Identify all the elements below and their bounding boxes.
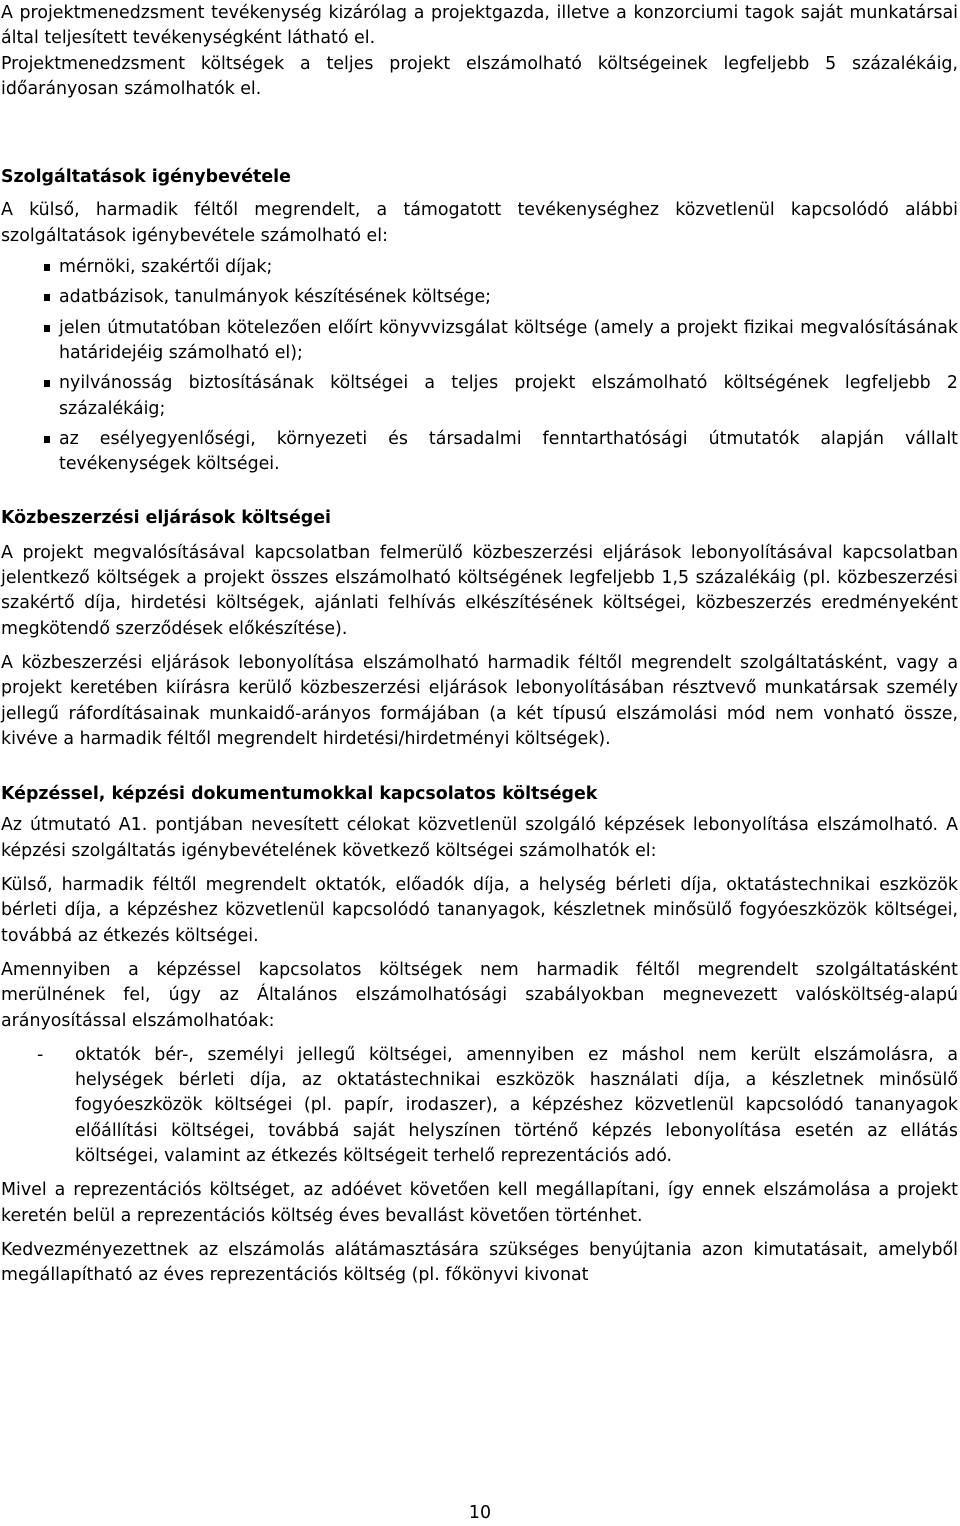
list-item: nyilvánosság biztosításának költségei a teljes projekt elszámolható költségének legfeljebb 2 százalékáig; bbox=[1, 371, 958, 422]
list-item bbox=[1, 1043, 958, 1169]
document-page bbox=[0, 1, 960, 1523]
intro-paragraph-2: Projektmenedzsment költségek a teljes projekt elszámolható költségeinek legfeljebb 5 százalékáig, időarányosan számolhatók el. bbox=[1, 53, 958, 99]
list-item: mérnöki, szakértői díjak; bbox=[1, 255, 958, 280]
kepzes-paragraph-4: Mivel a reprezentációs költséget, az adóévet követően kell megállapítani, így ennek elszámolása a projekt keretén belül a reprezentációs költség éves bevallást követően történhet. bbox=[1, 1180, 958, 1226]
page-number: 10 bbox=[468, 1503, 492, 1523]
heading-kozbeszerzes: Közbeszerzési eljárások költségei bbox=[1, 508, 331, 529]
heading-szolgaltatasok: Szolgáltatások igénybevétele bbox=[1, 167, 291, 188]
list-item-text: oktatók bér-, személyi jellegű költségei, amennyiben ez máshol nem került elszámolásra, a helységek bérleti díja, az oktatástechnikai eszközök használati díja, a készletnek minősülő fogyóeszközök költségei (pl. papír, irodaszer), a képzéshez közvetlenül kapcsolódó tananyagok előállítási költségei, továbbá saját helyszínen történő képzés lebonyolítása esetén az ellátás költségei, valamint az étkezés költségeit terhelő reprezentációs adó. bbox=[75, 1044, 958, 1166]
kepzes-paragraph-3: Amennyiben a képzéssel kapcsolatos költségek nem harmadik féltől megrendelt szolgáltatásként merülnének fel, úgy az Általános elszámolhatósági szabályokban megnevezett valósköltség-alapú arányosítással elszámolhatóak: bbox=[1, 959, 958, 1031]
list-item: adatbázisok, tanulmányok készítésének költsége; bbox=[1, 285, 958, 310]
kozbeszerzes-paragraph-1: A projekt megvalósításával kapcsolatban felmerülő közbeszerzési eljárások lebonyolításával kapcsolatban jelentkező költségek a projekt összes elszámolható költségének legfeljebb 1,5 százalékáig (pl. közbeszerzési szakértő díja, hirdetési költségek, ajánlati felhívás elkészítésének költségei, közbeszerzés eredményeként megkötendő szerződések előkészítése). bbox=[1, 542, 958, 639]
list-item: az esélyegyenlőségi, környezeti és társadalmi fenntarthatósági útmutatók alapján vállalt tevékenységek költségei. bbox=[1, 427, 958, 478]
intro-section bbox=[1, 1, 958, 102]
dash-marker: - bbox=[37, 1044, 44, 1065]
kepzes-paragraph-5: Kedvezményezettnek az elszámolás alátámasztására szükséges benyújtania azon kimutatásait, amelyből megállapítható az éves reprezentációs költség (pl. főkönyvi kivonat bbox=[1, 1239, 958, 1286]
szolgaltatasok-intro: A külső, harmadik féltől megrendelt, a támogatott tevékenységhez közvetlenül kapcsolódó alábbi szolgáltatások igénybevétele számolható el: bbox=[1, 200, 958, 246]
kozbeszerzes-paragraph-2: A közbeszerzési eljárások lebonyolítása elszámolható harmadik féltől megrendelt szolgáltatásként, vagy a projekt keretében kiírásra kerülő közbeszerzési eljárások lebonyolításában résztvevő munkatársak személy jellegű ráfordításainak munkaidő-arányos formájában (a két típusú elszámolási mód nem vonható össze, kivéve a harmadik féltől megrendelt hirdetési/hirdetményi költségek). bbox=[1, 652, 958, 749]
kepzes-dash-list bbox=[1, 1043, 958, 1169]
heading-kepzes: Képzéssel, képzési dokumentumokkal kapcsolatos költségek bbox=[1, 784, 598, 805]
list-item: jelen útmutatóban kötelezően előírt könyvvizsgálat költsége (amely a projekt fizikai megvalósításának határidejéig számolható el); bbox=[1, 316, 958, 367]
szolgaltatasok-list bbox=[1, 255, 958, 477]
intro-paragraph-1: A projektmenedzsment tevékenység kizárólag a projektgazda, illetve a konzorciumi tagok saját munkatársai által teljesített tevékenységként látható el. bbox=[1, 3, 958, 49]
kepzes-paragraph-1: Az útmutató A1. pontjában nevesített célokat közvetlenül szolgáló képzések lebonyolítása elszámolható. A képzési szolgáltatás igénybevételének következő költségei számolhatók el: bbox=[1, 815, 958, 861]
kepzes-paragraph-2: Külső, harmadik féltől megrendelt oktatók, előadók díja, a helység bérleti díja, oktatástechnikai eszközök bérleti díja, a képzéshez közvetlenül kapcsolódó tananyagok, készletnek minősülő fogyóeszközök költségei, továbbá az étkezés költségei. bbox=[1, 875, 958, 946]
